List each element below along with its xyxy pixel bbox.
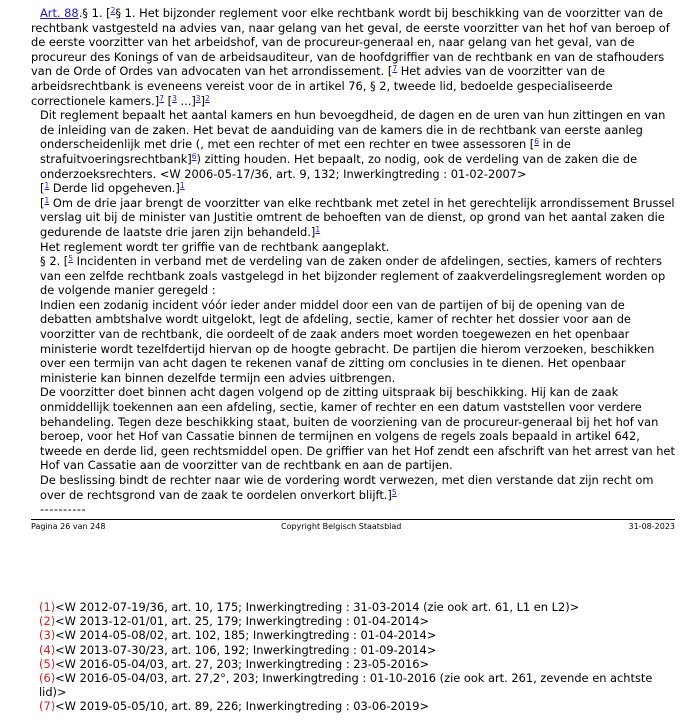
footnote-ref-2[interactable]: 2	[110, 6, 116, 15]
footnote-ref-5[interactable]: 5	[391, 487, 397, 497]
footnote-ref-6[interactable]: 6	[191, 151, 197, 161]
footnote-ref-2[interactable]: 2	[205, 93, 210, 103]
paragraph-5: Het reglement wordt ter griffie van de rechtbank aangeplakt.	[40, 239, 390, 254]
paragraph-9: De beslissing bindt de rechter naar wie de vordering wordt verwezen, met dien verstande dat zijn recht om over de rechtsgrond van de zaak te oordelen onverkort blijft.]$^5$	[40, 473, 654, 502]
footnote-ref-3[interactable]: 3	[195, 93, 201, 103]
footnote-item: (6)<W 2016-05-04/03, art. 27,2°, 203; Inwerkingtreding : 01-10-2016 (zie ook art. 261, zevende en achtste lid)>	[39, 671, 653, 700]
footnote-ref-1[interactable]: 1	[44, 195, 50, 205]
footer-date: 31-08-2023	[628, 522, 675, 531]
footnote-ref-7[interactable]: 7	[159, 93, 164, 103]
footnote-item: (5)<W 2016-05-04/03, art. 27, 203; Inwerkingtreding : 23-05-2016>	[39, 656, 430, 671]
paragraph-8: De voorzitter doet binnen acht dagen volgend op de zitting uitspraak bij beschikking. Hij kan de zaak onmiddellijk toekennen aan een afdeling, sectie, kamer of rechter en een datum vaststellen voor verdere behandeling. Tegen deze beschikking staat, buiten de voorziening van de procureur-generaal bij het hof van beroep, voor het Hof van Cassatie binnen de termijnen en volgens de regels zoals bepaald in artikel 642, tweede en derde lid, geen rechtsmiddel open. De griffier van het Hof zendt een afschrift van het arrest van het Hof van Cassatie aan de voorzitter van de rechtbank en aan de partijen.	[40, 385, 675, 473]
footnote-item: (7)<W 2019-05-05/10, art. 89, 226; Inwerkingtreding : 03-06-2019>	[39, 699, 430, 714]
paragraph-3: [$^1$ Derde lid opgeheven.]$^1$	[40, 181, 185, 196]
footnote-ref-1[interactable]: 1	[44, 181, 50, 191]
footnote-ref-1[interactable]: 1	[315, 224, 321, 234]
footnote-number[interactable]: (1)	[39, 600, 56, 614]
paragraph-2: Dit reglement bepaalt het aantal kamers en hun bevoegdheid, de dagen en de uren van hun zittingen en van de inleiding van de zaken. Het bevat de aanduiding van de kamers die in de rechtbank van eerste aanleg onderscheidenlijk met drie (, met een rechter of met een rechter en twee assessoren [$^6$ in de strafuitvoeringsrechtbank]$^6$) zitting houden. Het bepaalt, zo nodig, ook de verdeling van de zaken die de onderzoeksrechters. <W 2006-05-17/36, art. 9, 132; Inwerkingtreding : 01-02-2007>	[40, 108, 666, 181]
footnote-ref-3[interactable]: 3	[172, 93, 177, 103]
copyright-text: Copyright Belgisch Staatsblad	[281, 522, 402, 531]
page-footer	[31, 519, 675, 531]
footnote-number[interactable]: (3)	[39, 628, 56, 643]
footnote-item: (4)<W 2013-07-30/23, art. 106, 192; Inwerkingtreding : 01-09-2014>	[39, 642, 437, 657]
footnote-ref-7[interactable]: 7	[392, 64, 398, 74]
footnote-item: (1)<W 2012-07-19/36, art. 10, 175; Inwerkingtreding : 31-03-2014 (zie ook art. 61, L1 en L2)>	[39, 600, 580, 614]
footnote-number[interactable]: (4)	[39, 642, 56, 657]
footnote-number[interactable]: (2)	[39, 614, 56, 629]
footnote-ref-1[interactable]: 1	[179, 181, 185, 191]
footnote-ref-6[interactable]: 6	[534, 137, 540, 147]
paragraph-7: Indien een zodanig incident vóór ieder ander middel door een van de partijen of bij de opening van de debatten ambtshalve wordt uitgelokt, legt de afdeling, sectie, kamer of rechter het dossier voor aan de voorzitter van de rechtbank, die oordeelt of de zaak anders moet worden toegewezen en het openbaar ministerie wordt tezelfdertijd hiervan op de hoogte gebracht. De partijen die hierom verzoeken, beschikken over een termijn van acht dagen te rekenen vanaf de zitting om conclusies in te dienen. Het openbaar ministerie kan binnen dezelfde termijn een advies uitbrengen.	[40, 297, 655, 385]
footnote-item: (2)<W 2013-12-01/01, art. 25, 179; Inwerkingtreding : 01-04-2014>	[39, 614, 430, 629]
footnote-ref-5[interactable]: 5	[68, 254, 74, 264]
paragraph-1: Art. 88.§ 1. [$^2$§ 1. Het bijzonder reglement voor elke rechtbank wordt bij beschikking van de voorzitter van de rechtbank vastgesteld na advies van, naar gelang van het geval, de eerste voorzitter van het hof van beroep of de eerste voorzitter van het arbeidshof, van de procureur-generaal en, naar gelang van het geval, van de procureur des Konings of van de arbeidsauditeur, van de hoofdgriffier van de rechtbank en van de stafhouders van de Orde of Ordes van advocaten van het arrondissement. [$^7$ Het advies van de voorzitter van de arbeidsrechtbank is eveneens vereist voor de in artikel 76, § 2, tweede lid, bedoelde gespecialiseerde correctionele kamers.]$^7$ [$^3$ ...]$^3$]$^2$	[31, 6, 670, 108]
paragraph-4: [$^1$ Om de drie jaar brengt de voorzitter van elke rechtbank met zetel in het gerechtelijk arrondissement Brussel verslag uit bij de minister van Justitie omtrent de behoeften van de dienst, op grond van het aantal zaken die gedurende de laatste drie jaren zijn behandeld.]$^1$	[40, 195, 675, 239]
separator-dashes: ----------	[40, 502, 87, 517]
footnote-item: (3)<W 2014-05-08/02, art. 102, 185; Inwerkingtreding : 01-04-2014>	[39, 628, 437, 643]
article-link[interactable]: Art. 88	[40, 6, 79, 20]
page-number: Pagina 26 van 248	[31, 522, 106, 531]
footnote-number[interactable]: (5)	[39, 656, 56, 671]
article-body	[31, 6, 675, 517]
footnote-number[interactable]: (7)	[39, 699, 56, 714]
footnote-list	[31, 600, 675, 714]
footnote-number[interactable]: (6)	[39, 671, 56, 686]
paragraph-6: § 2. [$^5$ Incidenten in verband met de verdeling van de zaken onder de afdelingen, secties, kamers of rechters van een zelfde rechtbank zoals vastgelegd in het bijzonder reglement of zaakverdelingsreglement worden op de volgende manier geregeld :	[40, 254, 666, 298]
